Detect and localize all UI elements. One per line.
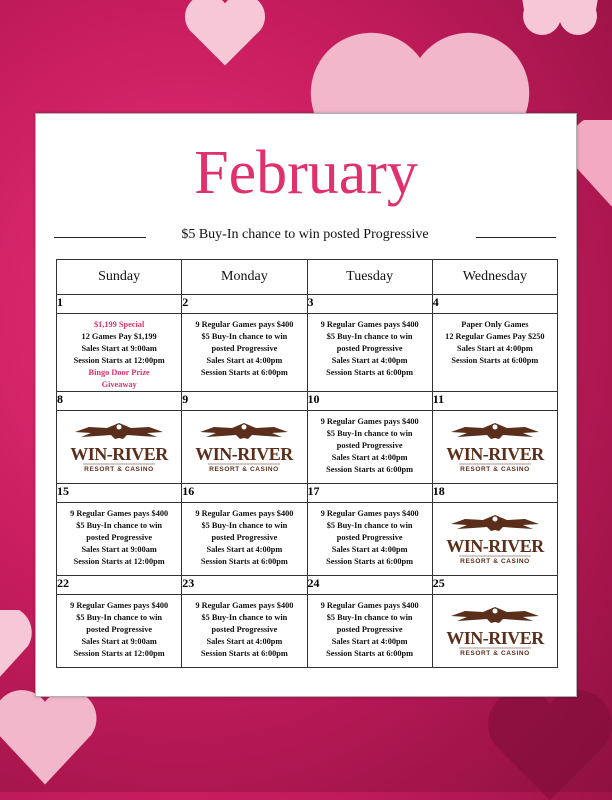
heart-decoration-icon — [180, 0, 270, 70]
logo-name: WIN-RIVER — [446, 628, 544, 648]
date-number: 2 — [182, 295, 307, 314]
logo-name: WIN-RIVER — [446, 536, 544, 556]
day-cell — [432, 411, 557, 484]
eagle-logo-icon — [75, 423, 163, 439]
day-cell — [182, 314, 307, 392]
event-line: posted Progressive — [336, 441, 403, 450]
calendar-grid — [56, 259, 558, 668]
weekday-header-row — [57, 260, 558, 295]
heart-decoration-icon — [0, 610, 40, 700]
event-line: posted Progressive — [86, 533, 153, 542]
event-line: Sales Start at 4:00pm — [456, 344, 533, 353]
event-line: $5 Buy-In chance to win — [326, 429, 413, 438]
date-number: 25 — [432, 576, 557, 595]
event-line: Sales Start at 9:00am — [81, 545, 157, 554]
date-number-row — [57, 392, 558, 411]
event-line: Session Starts at 6:00pm — [451, 356, 539, 365]
date-number: 18 — [432, 484, 557, 503]
event-line: Giveaway — [101, 380, 137, 389]
event-details — [308, 314, 432, 379]
date-number: 1 — [57, 295, 182, 314]
day-cell — [432, 595, 557, 668]
event-line: 9 Regular Games pays $400 — [195, 601, 294, 610]
event-line: Sales Start at 4:00pm — [206, 356, 283, 365]
date-number: 9 — [182, 392, 307, 411]
event-line: Session Starts at 12:00pm — [73, 649, 165, 658]
weekday-header: Monday — [182, 260, 307, 295]
event-line: Sales Start at 9:00am — [81, 637, 157, 646]
day-cell — [307, 595, 432, 668]
event-line: 9 Regular Games pays $400 — [195, 320, 294, 329]
event-line: $5 Buy-In chance to win — [201, 332, 288, 341]
event-row — [57, 595, 558, 668]
event-line: 9 Regular Games pays $400 — [320, 509, 419, 518]
event-line: posted Progressive — [86, 625, 153, 634]
event-line: $5 Buy-In chance to win — [326, 613, 413, 622]
day-cell — [182, 503, 307, 576]
date-number-row — [57, 295, 558, 314]
event-line: Sales Start at 9:00am — [81, 344, 157, 353]
day-cell — [182, 595, 307, 668]
event-line: $5 Buy-In chance to win — [326, 521, 413, 530]
day-cell — [57, 503, 182, 576]
event-row — [57, 411, 558, 484]
logo-name: WIN-RIVER — [195, 444, 294, 464]
date-number: 24 — [307, 576, 432, 595]
event-line: posted Progressive — [211, 344, 278, 353]
event-line: $5 Buy-In chance to win — [76, 613, 162, 622]
logo-tagline: RESORT & CASINO — [84, 466, 154, 473]
event-details — [57, 314, 181, 391]
logo-tagline: RESORT & CASINO — [460, 650, 530, 657]
event-line: Session Starts at 6:00pm — [200, 649, 288, 658]
date-number-row — [57, 576, 558, 595]
date-number-row — [57, 484, 558, 503]
event-line: Bingo Door Prize — [88, 368, 150, 377]
weekday-header: Tuesday — [307, 260, 432, 295]
calendar-card — [35, 113, 577, 697]
event-line: $5 Buy-In chance to win — [76, 521, 162, 530]
event-line: posted Progressive — [211, 625, 278, 634]
date-number: 4 — [432, 295, 557, 314]
event-details — [308, 503, 432, 568]
event-line: 9 Regular Games pays $400 — [320, 320, 419, 329]
logo-name: WIN-RIVER — [446, 444, 544, 464]
event-line: posted Progressive — [336, 533, 403, 542]
event-line: Sales Start at 4:00pm — [331, 637, 408, 646]
day-cell — [57, 411, 182, 484]
date-number: 3 — [307, 295, 432, 314]
heart-decoration-icon — [520, 0, 600, 35]
event-line: Sales Start at 4:00pm — [206, 637, 283, 646]
weekday-header: Sunday — [57, 260, 182, 295]
date-number: 22 — [57, 576, 182, 595]
logo-name: WIN-RIVER — [70, 444, 168, 464]
day-cell — [432, 314, 557, 392]
event-details — [182, 314, 306, 379]
event-row — [57, 503, 558, 576]
event-line: Session Starts at 12:00pm — [73, 356, 165, 365]
event-line: Sales Start at 4:00pm — [331, 545, 408, 554]
event-line: $5 Buy-In chance to win — [326, 332, 413, 341]
day-cell — [307, 314, 432, 392]
event-line: $5 Buy-In chance to win — [201, 613, 288, 622]
win-river-logo — [443, 511, 547, 569]
date-number: 15 — [57, 484, 182, 503]
event-details — [308, 595, 432, 660]
event-line: 9 Regular Games pays $400 — [320, 417, 419, 426]
event-line: 12 Games Pay $1,199 — [81, 332, 157, 341]
weekday-header: Wednesday — [432, 260, 557, 295]
day-cell — [182, 411, 307, 484]
date-number: 16 — [182, 484, 307, 503]
event-line: Session Starts at 6:00pm — [326, 557, 414, 566]
event-line: Paper Only Games — [461, 320, 529, 329]
event-line: Session Starts at 6:00pm — [326, 465, 414, 474]
event-line: 12 Regular Games Pay $250 — [445, 332, 545, 341]
logo-tagline: RESORT & CASINO — [209, 466, 280, 473]
event-details — [57, 503, 181, 568]
event-line: 9 Regular Games pays $400 — [320, 601, 419, 610]
day-cell — [432, 503, 557, 576]
event-line: $5 Buy-In chance to win — [201, 521, 288, 530]
day-cell — [307, 411, 432, 484]
subtitle-row — [54, 226, 556, 246]
date-number: 11 — [432, 392, 557, 411]
event-line: 9 Regular Games pays $400 — [70, 601, 169, 610]
event-line: $1,199 Special — [94, 320, 145, 329]
date-number: 8 — [57, 392, 182, 411]
event-line: Sales Start at 4:00pm — [206, 545, 283, 554]
event-line: posted Progressive — [336, 344, 403, 353]
event-line: Session Starts at 6:00pm — [200, 368, 288, 377]
win-river-logo — [67, 419, 171, 477]
day-cell — [307, 503, 432, 576]
eagle-logo-icon — [200, 423, 288, 439]
event-line: Session Starts at 6:00pm — [200, 557, 288, 566]
date-number: 10 — [307, 392, 432, 411]
divider — [476, 237, 556, 238]
event-details — [308, 411, 432, 476]
event-line: Sales Start at 4:00pm — [331, 356, 408, 365]
eagle-logo-icon — [451, 607, 539, 623]
logo-tagline: RESORT & CASINO — [460, 466, 530, 473]
event-details — [57, 595, 181, 660]
eagle-logo-icon — [451, 515, 539, 531]
date-number: 23 — [182, 576, 307, 595]
event-line: Session Starts at 12:00pm — [73, 557, 165, 566]
event-details — [182, 595, 306, 660]
heart-decoration-icon — [480, 690, 612, 800]
day-cell — [57, 314, 182, 392]
win-river-logo — [443, 419, 547, 477]
event-line: Session Starts at 6:00pm — [326, 368, 414, 377]
day-cell — [57, 595, 182, 668]
event-line: posted Progressive — [336, 625, 403, 634]
event-line: posted Progressive — [211, 533, 278, 542]
logo-tagline: RESORT & CASINO — [460, 558, 530, 565]
subtitle: $5 Buy-In chance to win posted Progressive — [181, 227, 429, 242]
event-line: 9 Regular Games pays $400 — [195, 509, 294, 518]
event-row — [57, 314, 558, 392]
event-line: Session Starts at 6:00pm — [326, 649, 414, 658]
event-line: 9 Regular Games pays $400 — [70, 509, 169, 518]
event-line: Sales Start at 4:00pm — [331, 453, 408, 462]
event-details — [433, 314, 557, 367]
date-number: 17 — [307, 484, 432, 503]
win-river-logo — [443, 603, 547, 661]
eagle-logo-icon — [451, 423, 539, 439]
event-details — [182, 503, 306, 568]
win-river-logo — [192, 419, 296, 477]
month-title: February — [194, 139, 418, 207]
